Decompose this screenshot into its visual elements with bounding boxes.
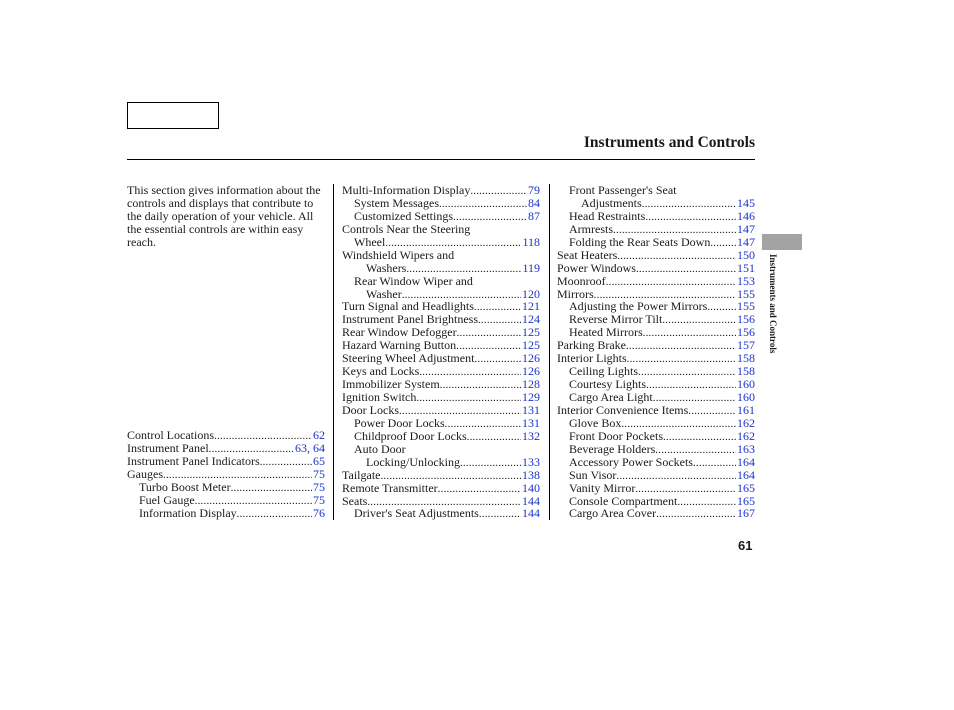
toc-entry-label: Seats: [342, 493, 368, 508]
toc-entry-label: Power Windows: [557, 260, 636, 275]
dot-leader: [688, 405, 736, 418]
toc-page-link[interactable]: 76: [313, 505, 325, 520]
toc-entry[interactable]: [127, 507, 325, 520]
toc-page-link[interactable]: 75: [313, 492, 325, 507]
dot-leader: [656, 508, 736, 521]
toc-page-link[interactable]: 124: [522, 312, 540, 327]
toc-entry-label: Mirrors: [557, 286, 594, 301]
toc-page-link[interactable]: 133: [522, 454, 540, 469]
toc-page-link[interactable]: 163: [737, 441, 755, 456]
dot-leader: [460, 457, 521, 470]
toc-page-link[interactable]: 126: [522, 351, 540, 366]
toc-entry-label: Steering Wheel Adjustment: [342, 351, 475, 366]
toc-entry[interactable]: [127, 481, 325, 494]
toc-entry[interactable]: [557, 417, 755, 430]
toc-entry[interactable]: [127, 429, 325, 442]
dot-leader: [663, 431, 736, 444]
toc-entry: [557, 184, 755, 197]
toc-entry-label: System Messages: [354, 195, 439, 210]
toc-page-link[interactable]: 128: [522, 377, 540, 392]
toc-page-link[interactable]: 162: [737, 415, 755, 430]
column-divider-2: [549, 184, 550, 520]
toc-page-link[interactable]: 129: [522, 390, 540, 404]
toc-page-link[interactable]: 75: [313, 479, 325, 494]
dot-leader: [478, 314, 521, 327]
toc-page-link[interactable]: 120: [522, 286, 540, 301]
toc-entry-label: Washer: [366, 286, 402, 301]
toc-page-link[interactable]: 145: [737, 195, 755, 210]
header-rule: [127, 159, 755, 160]
toc-entry[interactable]: [127, 442, 325, 455]
dot-leader: [474, 353, 521, 366]
toc-entry-label: Customized Settings: [354, 208, 453, 223]
toc-page-link[interactable]: 65: [313, 453, 325, 468]
dot-leader: [440, 379, 521, 392]
toc-page-link[interactable]: 63, 64: [295, 440, 325, 455]
toc-entry-label: Parking Brake: [557, 338, 626, 353]
dot-leader: [470, 185, 527, 198]
toc-entry-label: Sun Visor: [569, 467, 617, 482]
toc-entry-label: Driver's Seat Adjustments: [354, 506, 479, 521]
dot-leader: [636, 263, 736, 276]
toc-entry-label: Locking/Unlocking: [366, 454, 460, 469]
toc-entry-label: Folding the Rear Seats Down: [569, 234, 711, 249]
dot-leader: [479, 508, 521, 521]
toc-entry-label: Power Door Locks: [354, 415, 445, 430]
toc-entry-label: Console Compartment: [569, 493, 678, 508]
dot-leader: [626, 340, 736, 353]
toc-entry-label: Front Passenger's Seat: [569, 183, 677, 197]
toc-entry[interactable]: [557, 469, 755, 482]
toc-entry[interactable]: [557, 210, 755, 223]
contents-column-3: [557, 184, 755, 520]
toc-page-link[interactable]: 167: [737, 506, 755, 521]
toc-entry: [342, 249, 540, 262]
blank-header-box: [127, 102, 219, 129]
toc-page-link[interactable]: 75: [313, 466, 325, 481]
toc-entry-label: Instrument Panel Brightness: [342, 312, 478, 327]
toc-page-link[interactable]: 147: [737, 221, 755, 236]
toc-entry-label: Information Display: [139, 505, 237, 520]
toc-entry-label: Cargo Area Light: [569, 390, 653, 404]
toc-entry[interactable]: [342, 404, 540, 417]
toc-entry-label: Instrument Panel Indicators: [127, 453, 260, 468]
toc-entry-label: Head Restraints: [569, 208, 646, 223]
toc-page-link[interactable]: 118: [522, 234, 540, 249]
dot-leader: [627, 353, 736, 366]
toc-entry[interactable]: [557, 404, 755, 417]
toc-page-link[interactable]: 161: [737, 402, 755, 417]
toc-entry[interactable]: [557, 223, 755, 236]
toc-entry[interactable]: [557, 262, 755, 275]
toc-page-link[interactable]: 144: [522, 493, 540, 508]
toc-entry-label: Instrument Panel: [127, 440, 209, 455]
toc-entry[interactable]: [342, 184, 540, 197]
dot-leader: [710, 237, 736, 250]
toc-page-link[interactable]: 79: [528, 183, 540, 197]
dot-leader: [237, 508, 312, 521]
dot-leader: [260, 456, 312, 469]
dot-leader: [662, 314, 736, 327]
toc-page-link[interactable]: 157: [737, 338, 755, 353]
dot-leader: [231, 482, 312, 495]
toc-entry[interactable]: [342, 482, 540, 495]
dot-leader: [707, 301, 736, 314]
toc-page-link[interactable]: 87: [528, 208, 540, 223]
toc-page-link[interactable]: 140: [522, 480, 540, 495]
toc-entry[interactable]: [342, 197, 540, 210]
toc-entry-label: Control Locations: [127, 428, 214, 442]
toc-entry-label: Auto Door: [354, 441, 406, 456]
toc-page-link[interactable]: 138: [522, 467, 540, 482]
toc-entry[interactable]: [557, 391, 755, 404]
toc-page-link[interactable]: 62: [313, 428, 325, 442]
dot-leader: [438, 483, 521, 496]
dot-leader: [646, 379, 736, 392]
toc-page-link[interactable]: 147: [737, 234, 755, 249]
toc-entry-label: Fuel Gauge: [139, 492, 195, 507]
toc-entry-label: Door Locks: [342, 402, 399, 417]
toc-entry[interactable]: [557, 197, 755, 210]
column-divider-1: [333, 184, 334, 520]
toc-entry[interactable]: [557, 456, 755, 469]
toc-page-link[interactable]: 164: [737, 454, 755, 469]
toc-entry[interactable]: [342, 236, 540, 249]
dot-leader: [457, 327, 521, 340]
toc-page-link[interactable]: 146: [737, 208, 755, 223]
dot-leader: [642, 198, 736, 211]
toc-entry[interactable]: [557, 443, 755, 456]
intro-paragraph: This section gives information about the controls and displays that contribute to the daily operation of your vehicle. All the essential controls are within easy reach.: [127, 183, 321, 249]
toc-entry-label: Accessory Power Sockets: [569, 454, 693, 469]
toc-entry[interactable]: [557, 430, 755, 443]
toc-page-link[interactable]: 144: [522, 506, 540, 521]
toc-page-link[interactable]: 160: [737, 377, 755, 392]
toc-entry-label: Keys and Locks: [342, 364, 420, 379]
toc-entry-label: Armrests: [569, 221, 613, 236]
dot-leader: [638, 366, 736, 379]
toc-entry-label: Turn Signal and Headlights: [342, 299, 474, 314]
toc-entry[interactable]: [342, 262, 540, 275]
toc-entry-label: Turbo Boost Meter: [139, 479, 231, 494]
toc-entry-label: Childproof Door Locks: [354, 428, 467, 443]
toc-entry-label: Cargo Area Cover: [569, 506, 657, 521]
toc-entry-label: Multi-Information Display: [342, 183, 471, 197]
toc-entry[interactable]: [127, 468, 325, 481]
toc-entry-label: Rear Window Wiper and: [354, 273, 473, 288]
dot-leader: [643, 327, 736, 340]
toc-page-link[interactable]: 155: [737, 286, 755, 301]
toc-page-link[interactable]: 131: [522, 415, 540, 430]
section-tab: [762, 234, 802, 250]
toc-page-link[interactable]: 155: [737, 299, 755, 314]
toc-entry-label: Courtesy Lights: [569, 377, 646, 392]
toc-page-link[interactable]: 156: [737, 325, 755, 340]
toc-entry-label: Controls Near the Steering: [342, 221, 471, 236]
toc-page-link[interactable]: 158: [737, 364, 755, 379]
toc-entry-label: Vanity Mirror: [569, 480, 636, 495]
toc-page-link[interactable]: 164: [737, 467, 755, 482]
toc-page-link[interactable]: 84: [528, 195, 540, 210]
toc-page-link[interactable]: 153: [737, 273, 755, 288]
toc-entry[interactable]: [342, 507, 540, 520]
toc-entry[interactable]: [127, 455, 325, 468]
toc-entry-label: Interior Lights: [557, 351, 627, 366]
toc-page-link[interactable]: 158: [737, 351, 755, 366]
toc-page-link[interactable]: 121: [522, 299, 540, 314]
toc-entry[interactable]: [127, 494, 325, 507]
toc-entry[interactable]: [557, 482, 755, 495]
page-number: 61: [738, 538, 753, 553]
toc-entry-label: Hazard Warning Button: [342, 338, 457, 353]
toc-entry[interactable]: [342, 469, 540, 482]
toc-entry[interactable]: [342, 417, 540, 430]
toc-page-link[interactable]: 125: [522, 338, 540, 353]
toc-entry-label: Remote Transmitter: [342, 480, 438, 495]
toc-entry-label: Ceiling Lights: [569, 364, 638, 379]
toc-entry[interactable]: [557, 507, 755, 520]
toc-entry-label: Glove Box: [569, 415, 622, 430]
contents-column-2: [342, 184, 540, 520]
page-title: Instruments and Controls: [583, 134, 755, 151]
toc-entry-label: Front Door Pockets: [569, 428, 663, 443]
toc-entry-label: Beverage Holders: [569, 441, 656, 456]
toc-entry[interactable]: [342, 430, 540, 443]
toc-page-link[interactable]: 165: [737, 493, 755, 508]
toc-entry-label: Windshield Wipers and: [342, 247, 455, 262]
toc-page-link[interactable]: 132: [522, 428, 540, 443]
toc-entry[interactable]: [557, 275, 755, 288]
contents-column-1: [127, 429, 325, 520]
toc-entry-label: Ignition Switch: [342, 390, 417, 404]
toc-page-link[interactable]: 131: [522, 402, 540, 417]
toc-entry-label: Seat Heaters: [557, 247, 618, 262]
toc-entry-label: Adjustments: [581, 195, 642, 210]
toc-entry[interactable]: [342, 391, 540, 404]
toc-entry: [342, 443, 540, 456]
toc-page-link[interactable]: 150: [737, 247, 755, 262]
toc-entry-label: Wheel: [354, 234, 386, 249]
toc-entry-label: Rear Window Defogger: [342, 325, 457, 340]
dot-leader: [645, 211, 736, 224]
dot-leader: [467, 431, 521, 444]
toc-entry-label: Washers: [366, 260, 407, 275]
toc-entry: [342, 223, 540, 236]
toc-entry-label: Moonroof: [557, 273, 606, 288]
dot-leader: [416, 392, 521, 405]
toc-entry-label: Reverse Mirror Tilt: [569, 312, 663, 327]
toc-entry-label: Immobilizer System: [342, 377, 440, 392]
toc-entry[interactable]: [342, 456, 540, 469]
toc-page-link[interactable]: 160: [737, 390, 755, 404]
dot-leader: [474, 301, 521, 314]
toc-page-link[interactable]: 165: [737, 480, 755, 495]
dot-leader: [677, 496, 736, 509]
dot-leader: [693, 457, 736, 470]
toc-page-link[interactable]: 162: [737, 428, 755, 443]
toc-page-link[interactable]: 156: [737, 312, 755, 327]
dot-leader: [606, 276, 736, 289]
toc-entry-label: Tailgate: [342, 467, 381, 482]
toc-entry: [342, 275, 540, 288]
toc-entry-label: Heated Mirrors: [569, 325, 643, 340]
toc-entry[interactable]: [342, 210, 540, 223]
side-tab-label: Instruments and Controls: [768, 254, 778, 354]
toc-entry[interactable]: [557, 249, 755, 262]
toc-page-link[interactable]: 151: [737, 260, 755, 275]
toc-entry[interactable]: [557, 236, 755, 249]
toc-entry-label: Gauges: [127, 466, 163, 481]
toc-page-link[interactable]: 119: [522, 260, 540, 275]
toc-page-link[interactable]: 126: [522, 364, 540, 379]
toc-entry-label: Interior Convenience Items: [557, 402, 689, 417]
toc-entry-label: Adjusting the Power Mirrors: [569, 299, 708, 314]
toc-page-link[interactable]: 125: [522, 325, 540, 340]
